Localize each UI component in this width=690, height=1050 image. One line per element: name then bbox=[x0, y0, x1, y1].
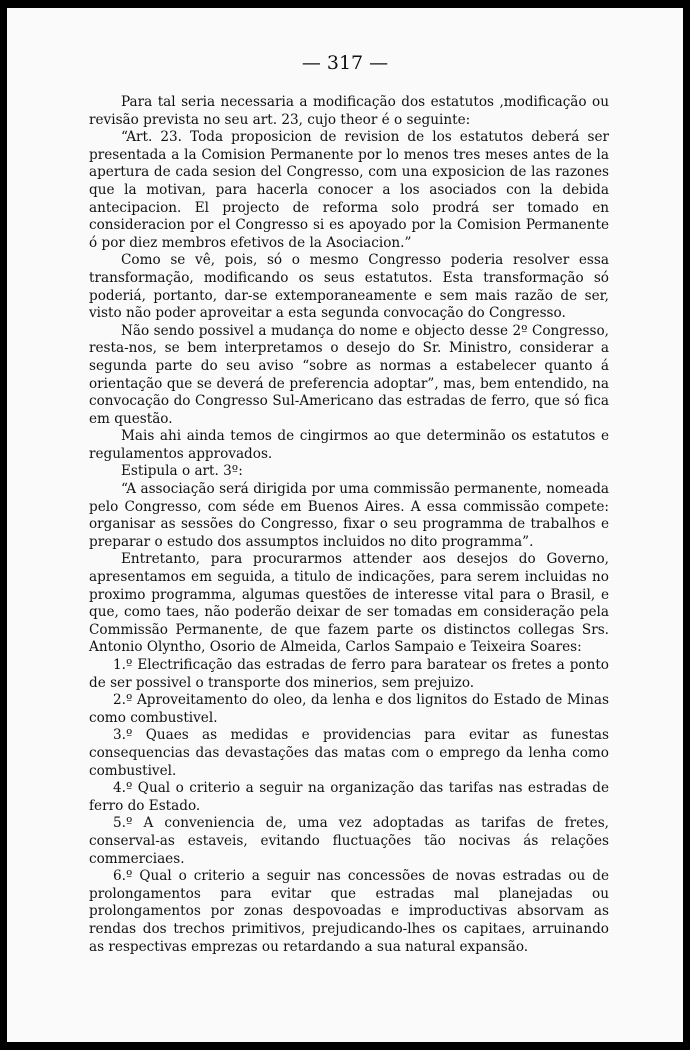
paragraph: Mais ahi ainda temos de cingirmos ao que determinão os estatutos e regulamentos approvados. bbox=[89, 428, 609, 462]
paragraph: Entretanto, para procurarmos attender aos desejos do Governo, apresentamos em seguida, a titulo de indicações, para serem incluidas no proximo programma, algumas questões de interesse vital para o Brasil, e que, como taes, não poderão deixar de ser tomadas em consideração pela Commissão Permanente, de que fazem parte os distinctos collegas Srs. Antonio Olyntho, Osorio de Almeida, Carlos Sampaio e Teixeira Soares: bbox=[89, 551, 609, 656]
quoted-article-3: “A associação será dirigida por uma commissão permanente, nomeada pelo Congresso, com séde em Buenos Aires. A essa commissão compete: organisar as sessões do Congresso, fixar o seu programma de trabalhos e preparar o estudo dos assumptos incluidos no dito programma”. bbox=[89, 481, 609, 550]
list-item: 3.º Quaes as medidas e providencias para evitar as funestas consequencias das devastações das matas com o emprego da lenha como combustivel. bbox=[89, 727, 609, 779]
list-item: 6.º Qual o criterio a seguir nas concessões de novas estradas ou de prolongamentos para evitar que estradas mal planejadas ou prolongamentos por zonas despovoadas e improductivas absorvam as rendas dos trechos primitivos, prejudicando-lhes os capitaes, arruinando as respectivas emprezas ou retardando a sua natural expansão. bbox=[89, 868, 609, 955]
paragraph: Como se vê, pois, só o mesmo Congresso poderia resolver essa transformação, modificando os seus estatutos. Esta transformação só poderiá, portanto, dar-se extemporaneamente e sem mais razão de ser, visto não poder aproveitar a esta segunda convocação do Congresso. bbox=[89, 252, 609, 322]
body-text bbox=[89, 94, 609, 956]
list-item: 4.º Qual o criterio a seguir na organização das tarifas nas estradas de ferro do Estado. bbox=[89, 780, 609, 814]
page-number: — 317 — bbox=[301, 52, 389, 74]
list-item: 1.º Electrificação das estradas de ferro para baratear os fretes a ponto de ser possivel o transporte dos minerios, sem prejuizo. bbox=[89, 657, 609, 691]
list-item: 2.º Aproveitamento do oleo, da lenha e dos lignitos do Estado de Minas como combustivel. bbox=[89, 692, 609, 726]
quoted-article-23: “Art. 23. Toda proposicion de revision de los estatutos deberá ser presentada a la Comision Permanente por lo menos tres meses antes de la apertura de cada sesion del Congresso, com una exposicion de las razones que la motivan, para hacerla conocer a los asociados con la debida antecipacion. El projecto de reforma solo prodrá ser tomado en consideracion por el Congresso si es apoyado por la Comision Permanente ó por diez membros efetivos de la Asociacion.” bbox=[89, 129, 609, 251]
paragraph: Não sendo possivel a mudança do nome e objecto desse 2º Congresso, resta-nos, se bem interpretamos o desejo do Sr. Ministro, considerar a segunda parte do seu aviso “sobre as normas a estabelecer quanto á orientação que se deverá de preferencia adoptar”, mas, bem entendido, na convocação do Congresso Sul-Americano das estradas de ferro, que só fica em questão. bbox=[89, 322, 609, 427]
document-page bbox=[7, 8, 683, 1042]
paragraph: Para tal seria necessaria a modificação dos estatutos ,modificação ou revisão prevista no seu art. 23, cujo theor é o seguinte: bbox=[89, 94, 609, 128]
list-item: 5.º A conveniencia de, uma vez adoptadas as tarifas de fretes, conserval-as estaveis, evitando fluctuações tão nocivas ás relações commerciaes. bbox=[89, 815, 609, 867]
paragraph: Estipula o art. 3º: bbox=[121, 463, 243, 480]
